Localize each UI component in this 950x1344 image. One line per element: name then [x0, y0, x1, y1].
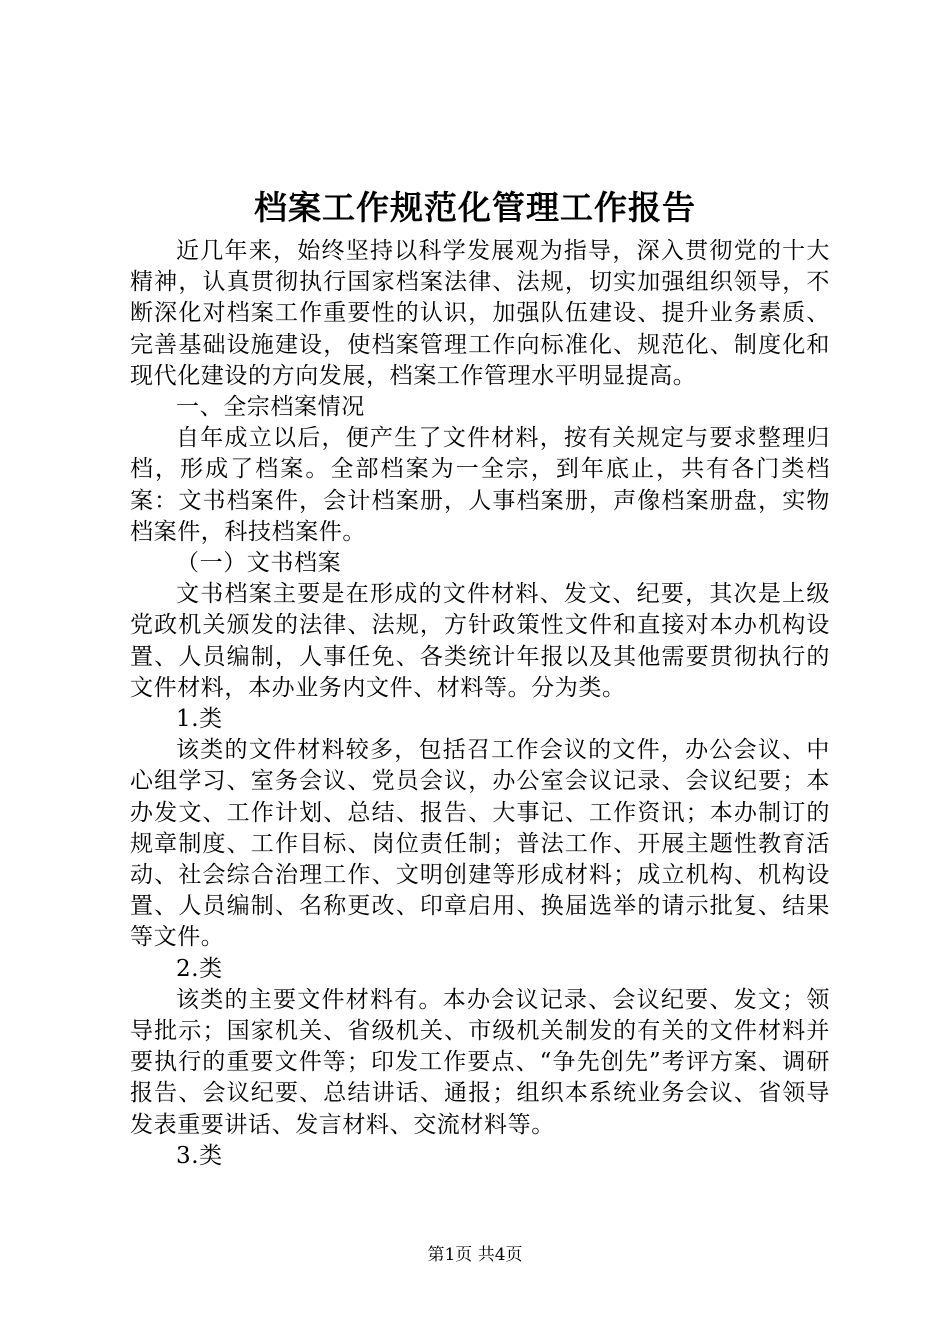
page-number-footer: 第1页 共4页	[427, 1245, 523, 1265]
item-1-paragraph: 该类的文件材料较多，包括召工作会议的文件，办公会议、中心组学习、室务会议、党员会议，办公室会议记录、会议纪要；本办发文、工作计划、总结、报告、大事记、工作资讯；本办制订的规章制度、工作目标、岗位责任制；普法工作、开展主题性教育活动、社会综合治理工作、文明创建等形成材料；成立机构、机构设置、人员编制、名称更改、印章启用、换届选举的请示批复、结果等文件。	[130, 737, 830, 951]
document-title: 档案工作规范化管理工作报告	[254, 188, 696, 227]
item-2-paragraph: 该类的主要文件材料有。本办会议记录、会议纪要、发文；领导批示；国家机关、省级机关、市级机关制发的有关的文件材料并要执行的重要文件等；印发工作要点、“争先创先”考评方案、调研报告、会议纪要、总结讲话、通报；组织本系统业务会议、省领导发表重要讲话、发言材料、交流材料等。	[130, 986, 830, 1138]
item-heading-1: 1.类	[176, 706, 223, 733]
subsection-heading-1: （一）文书档案	[176, 550, 342, 577]
subsection-1-paragraph: 文书档案主要是在形成的文件材料、发文、纪要，其次是上级党政机关颁发的法律、法规，方针政策性文件和直接对本办机构设置、人员编制，人事任免、各类统计年报以及其他需要贯彻执行的文件材料，本办业务内文件、材料等。分为类。	[130, 581, 830, 701]
section-1-paragraph: 自年成立以后，便产生了文件材料，按有关规定与要求整理归档，形成了档案。全部档案为一全宗，到年底止，共有各门类档案：文书档案件，会计档案册，人事档案册，声像档案册盘，实物档案件，科技档案件。	[130, 425, 830, 545]
item-heading-3: 3.类	[176, 1142, 223, 1169]
intro-paragraph: 近几年来，始终坚持以科学发展观为指导，深入贯彻党的十大精神，认真贯彻执行国家档案法律、法规，切实加强组织领导，不断深化对档案工作重要性的认识，加强队伍建设、提升业务素质、完善基础设施建设，使档案管理工作向标准化、规范化、制度化和现代化建设的方向发展，档案工作管理水平明显提高。	[130, 238, 830, 389]
section-heading-1: 一、全宗档案情况	[176, 394, 365, 421]
item-heading-2: 2.类	[176, 955, 223, 982]
document-body	[130, 236, 830, 1172]
